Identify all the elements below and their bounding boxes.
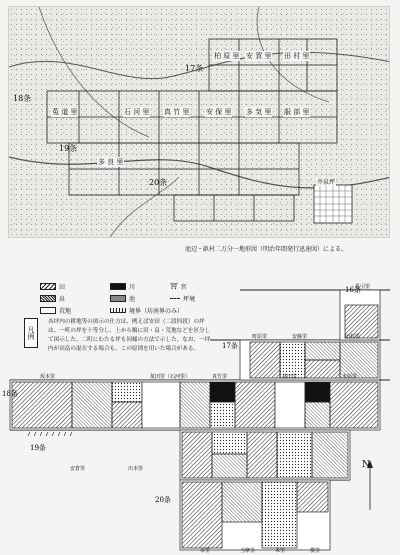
shrine-icon: ⛩ xyxy=(170,283,178,290)
ri-label: 坂本里 xyxy=(40,374,56,380)
strip-18 xyxy=(10,380,380,430)
jo-label-20: 20条 xyxy=(155,496,171,504)
ri-label: 市里 xyxy=(200,548,211,554)
ri-label: 菟田里（石河里） xyxy=(150,374,191,380)
ri-label: 当摩里 xyxy=(240,548,256,554)
ri-label: 安藤里 xyxy=(292,334,308,340)
ri-label: 米里 xyxy=(275,548,286,554)
legend-item-ta: 田 xyxy=(40,282,65,291)
ri-label: 柏 原 里 xyxy=(214,52,240,60)
legend-item-ha: 畠 xyxy=(40,294,65,303)
legend-item-kouchi: 荒地 xyxy=(40,306,71,315)
ri-label: 町原里 xyxy=(252,334,268,340)
ri-label: 真竹里 xyxy=(212,374,228,380)
ri-label: 安 保 里 xyxy=(206,108,232,116)
legend-item-tsubo: 坪境 xyxy=(170,294,195,303)
jo-label-18: 18条 xyxy=(13,94,32,103)
ri-label: 田村里 xyxy=(345,334,361,340)
inset-label: 井泉坪 xyxy=(317,179,336,186)
inset-grid xyxy=(314,185,352,223)
map-caption: 池辺・畝村二万分一地形図（明治年間発行迅速図）による。 xyxy=(185,246,348,253)
jo-label-19: 19条 xyxy=(30,444,46,452)
north-label: N xyxy=(362,460,370,470)
ri-label: 安 賀 里 xyxy=(246,52,272,60)
ri-label: 出本里 xyxy=(128,466,144,472)
topo-drawing xyxy=(9,7,390,238)
ri-label: 菟 道 里 xyxy=(52,108,78,116)
guide-heading: 凡例 xyxy=(24,318,38,348)
jo-label-20: 20条 xyxy=(149,178,168,187)
jo-label-18: 18条 xyxy=(2,390,18,398)
ri-label: 多 良 里 xyxy=(98,158,124,166)
topographic-map xyxy=(8,6,390,238)
jo-label-19: 19条 xyxy=(59,144,78,153)
jo-label-17: 17条 xyxy=(222,342,238,350)
ri-label: 木原里 xyxy=(342,374,358,380)
ri-label: 多 気 里 xyxy=(246,108,272,116)
jo-label-16: 16条 xyxy=(345,286,361,294)
guide-text: 各坪内の耕地等の図示の仕方は、例えば安田（二段四段）の坪は、一町の坪を十等分し、上から順に田・畠・荒地などを区分して図示した。二町にわたる坪も同様の方法で示した。なお、一坪内が田畠の混在する場合も、この原則を用いた場合がある。 xyxy=(48,319,211,352)
legend-item-boundary: 境界（坊南界のみ） xyxy=(110,306,183,315)
legend-item-kawa: 川 xyxy=(110,282,135,291)
ri-label: 林田里 xyxy=(282,374,298,380)
ri-label: 田 村 里 xyxy=(284,52,310,60)
legend-item-miya: ⛩ 宮 xyxy=(170,283,187,291)
jori-diagram xyxy=(0,280,400,555)
ri-label: 服 部 里 xyxy=(284,108,310,116)
ri-label: 安倉里 xyxy=(70,466,86,472)
ri-label: 馬引里 xyxy=(355,284,371,290)
ri-label: 真 竹 里 xyxy=(164,108,190,116)
legend-item-ike: 池 xyxy=(110,294,135,303)
ri-label: 石 河 里 xyxy=(124,108,150,116)
strip-19-20 xyxy=(180,430,350,550)
ri-label: 横里 xyxy=(310,548,321,554)
jo-label-17: 17条 xyxy=(185,64,204,73)
